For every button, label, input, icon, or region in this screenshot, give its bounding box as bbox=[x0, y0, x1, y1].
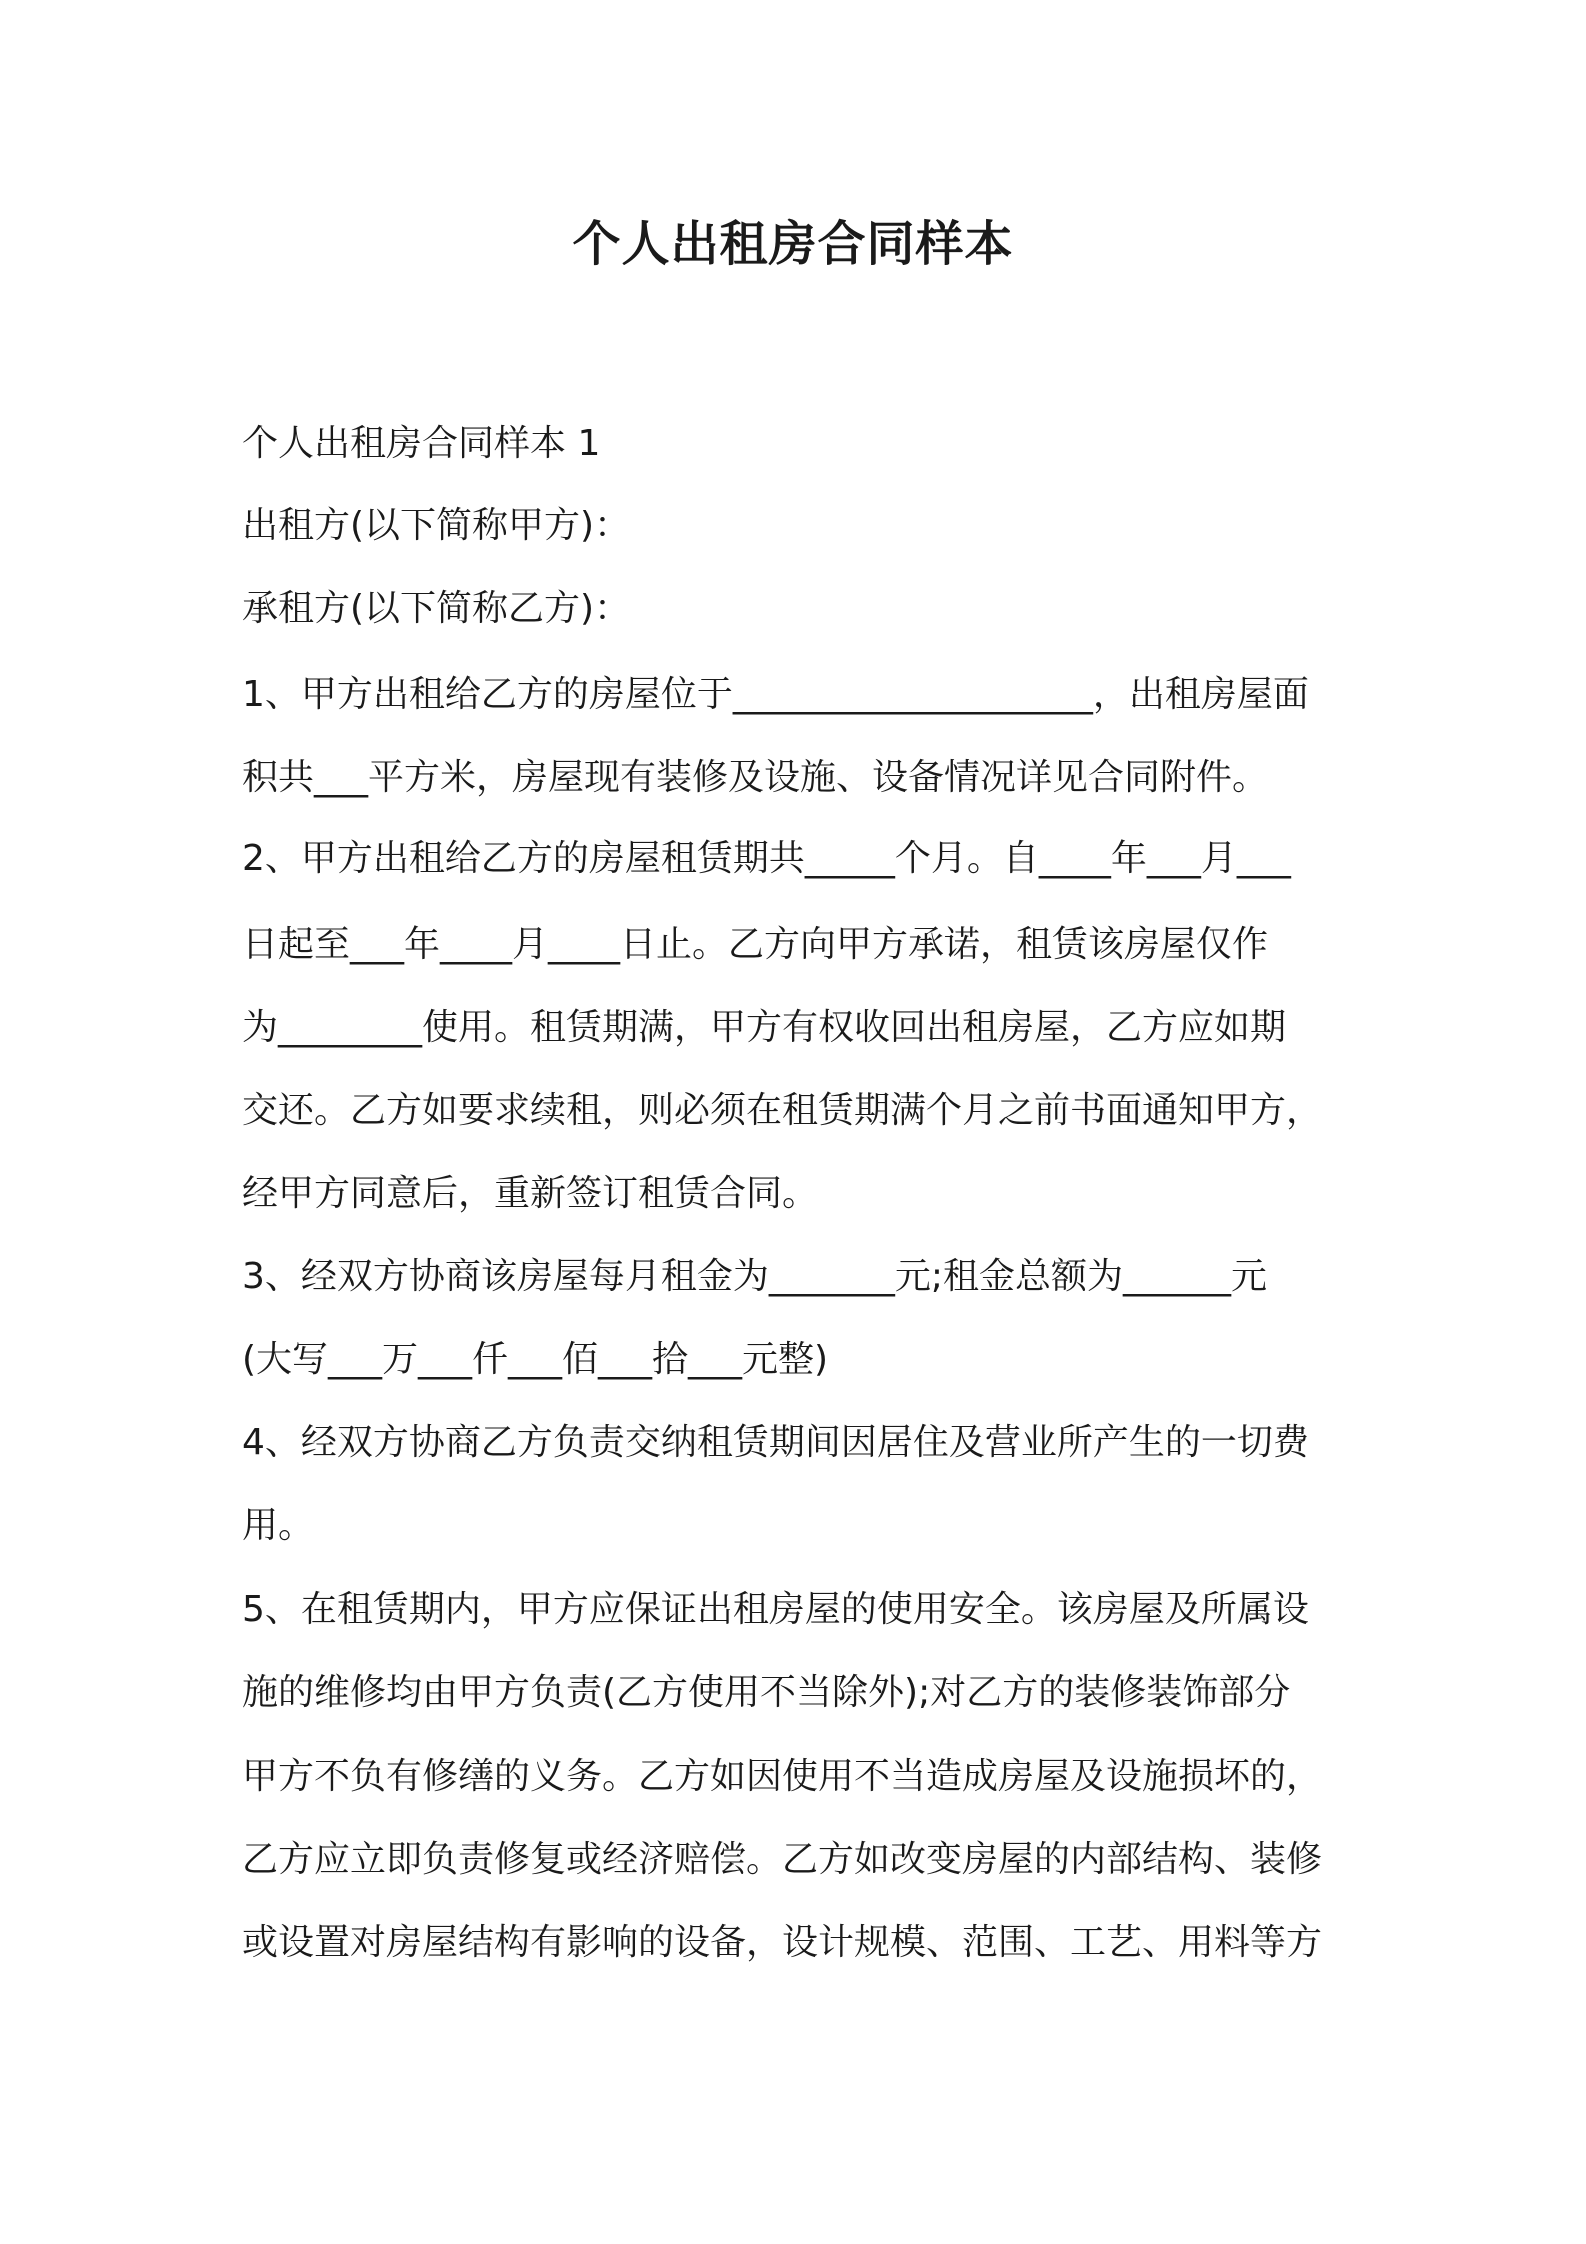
clause-1-line-2: 积共___平方米，房屋现有装修及设施、设备情况详见合同附件。 bbox=[242, 757, 1269, 798]
clause-5-line-1: 5、在租赁期内，甲方应保证出租房屋的使用安全。该房屋及所属设 bbox=[242, 1589, 1309, 1630]
clause-5-line-5: 或设置对房屋结构有影响的设备，设计规模、范围、工艺、用料等方 bbox=[242, 1922, 1323, 1963]
contract-subtitle: 个人出租房合同样本 1 bbox=[242, 423, 601, 464]
clause-5-line-2: 施的维修均由甲方负责(乙方使用不当除外);对乙方的装修装饰部分 bbox=[242, 1672, 1291, 1713]
clause-2-line-5: 经甲方同意后，重新签订租赁合同。 bbox=[242, 1173, 819, 1214]
clause-2-line-1: 2、甲方出租给乙方的房屋租赁期共_____个月。自____年___月___ bbox=[242, 838, 1291, 879]
clause-2-line-3: 为________使用。租赁期满，甲方有权收回出租房屋，乙方应如期 bbox=[242, 1007, 1287, 1048]
clause-2-line-2: 日起至___年____月____日止。乙方向甲方承诺，租赁该房屋仅作 bbox=[242, 924, 1269, 965]
clause-1-line-1: 1、甲方出租给乙方的房屋位于____________________，出租房屋面 bbox=[242, 674, 1309, 715]
clause-4-line-1: 4、经双方协商乙方负责交纳租赁期间因居住及营业所产生的一切费 bbox=[242, 1422, 1309, 1463]
lessee-line: 承租方(以下简称乙方)： bbox=[242, 588, 631, 629]
clause-5-line-4: 乙方应立即负责修复或经济赔偿。乙方如改变房屋的内部结构、装修 bbox=[242, 1839, 1323, 1880]
clause-2-line-4: 交还。乙方如要求续租，则必须在租赁期满个月之前书面通知甲方， bbox=[242, 1090, 1323, 1131]
clause-5-line-3: 甲方不负有修缮的义务。乙方如因使用不当造成房屋及设施损坏的， bbox=[242, 1756, 1323, 1797]
clause-3-line-2: (大写___万___仟___佰___拾___元整) bbox=[242, 1339, 829, 1380]
document-title: 个人出租房合同样本 bbox=[572, 216, 1014, 272]
clause-4-line-2: 用。 bbox=[242, 1505, 315, 1546]
lessor-line: 出租方(以下简称甲方)： bbox=[242, 505, 631, 546]
clause-3-line-1: 3、经双方协商该房屋每月租金为_______元;租金总额为______元 bbox=[242, 1256, 1268, 1297]
